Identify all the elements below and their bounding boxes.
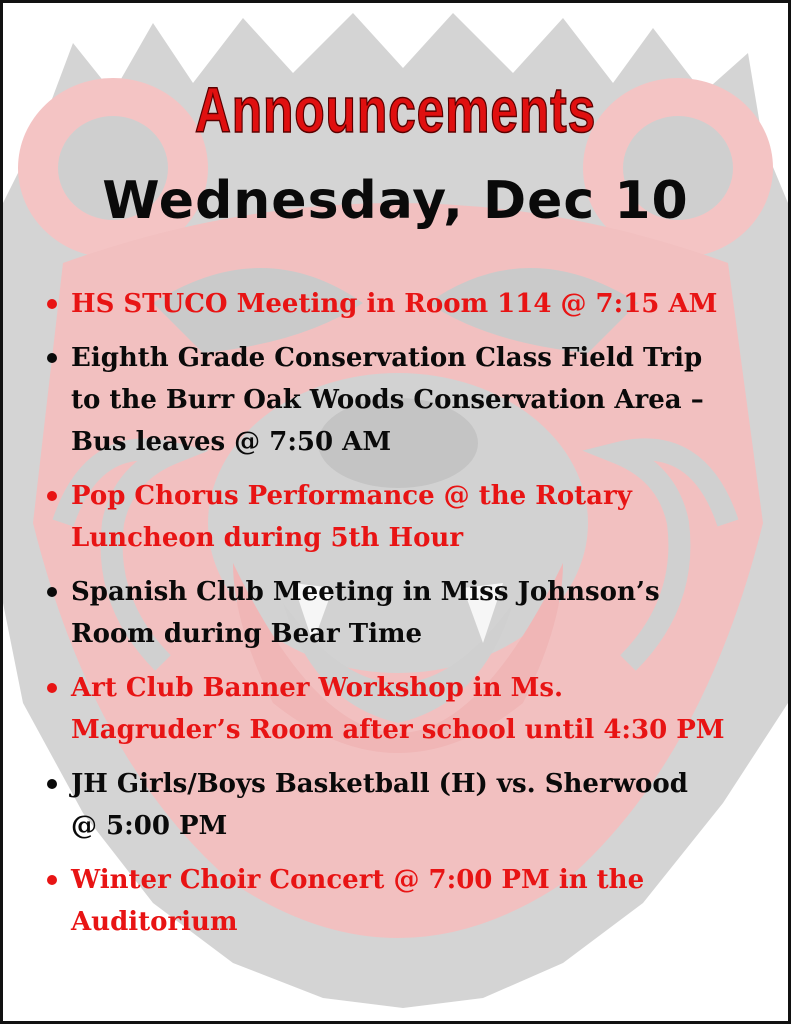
announcement-line: Winter Choir Concert @ 7:00 PM in the	[71, 865, 645, 895]
announcement-line: @ 5:00 PM	[71, 811, 228, 841]
announcement-line: Auditorium	[71, 907, 238, 937]
bullet-icon	[47, 587, 57, 597]
page-title: Announcements	[194, 74, 597, 146]
announcement-line: to the Burr Oak Woods Conservation Area –	[71, 385, 704, 415]
bullet-icon	[47, 491, 57, 501]
list-item	[45, 763, 765, 847]
announcement-line: Art Club Banner Workshop in Ms.	[71, 673, 564, 703]
list-item	[45, 667, 765, 751]
bullet-icon	[47, 683, 57, 693]
list-item	[45, 283, 765, 325]
announcement-line: JH Girls/Boys Basketball (H) vs. Sherwood	[71, 769, 688, 799]
bullet-icon	[47, 299, 57, 309]
announcement-line: Pop Chorus Performance @ the Rotary	[71, 481, 632, 511]
announcement-list	[45, 283, 765, 955]
list-item	[45, 571, 765, 655]
bullet-icon	[47, 875, 57, 885]
announcement-line: Luncheon during 5th Hour	[71, 523, 464, 553]
announcement-date: Wednesday, Dec 10	[102, 171, 689, 231]
list-item	[45, 337, 765, 463]
list-item	[45, 475, 765, 559]
announcement-line: Eighth Grade Conservation Class Field Trip	[71, 343, 703, 373]
announcement-line: Magruder’s Room after school until 4:30 PM	[71, 715, 725, 745]
announcement-line: Spanish Club Meeting in Miss Johnson’s	[71, 577, 660, 607]
bullet-icon	[47, 779, 57, 789]
announcement-line: HS STUCO Meeting in Room 114 @ 7:15 AM	[71, 289, 718, 319]
list-item	[45, 859, 765, 943]
announcement-line: Room during Bear Time	[71, 619, 423, 649]
bullet-icon	[47, 353, 57, 363]
announcement-line: Bus leaves @ 7:50 AM	[71, 427, 392, 457]
